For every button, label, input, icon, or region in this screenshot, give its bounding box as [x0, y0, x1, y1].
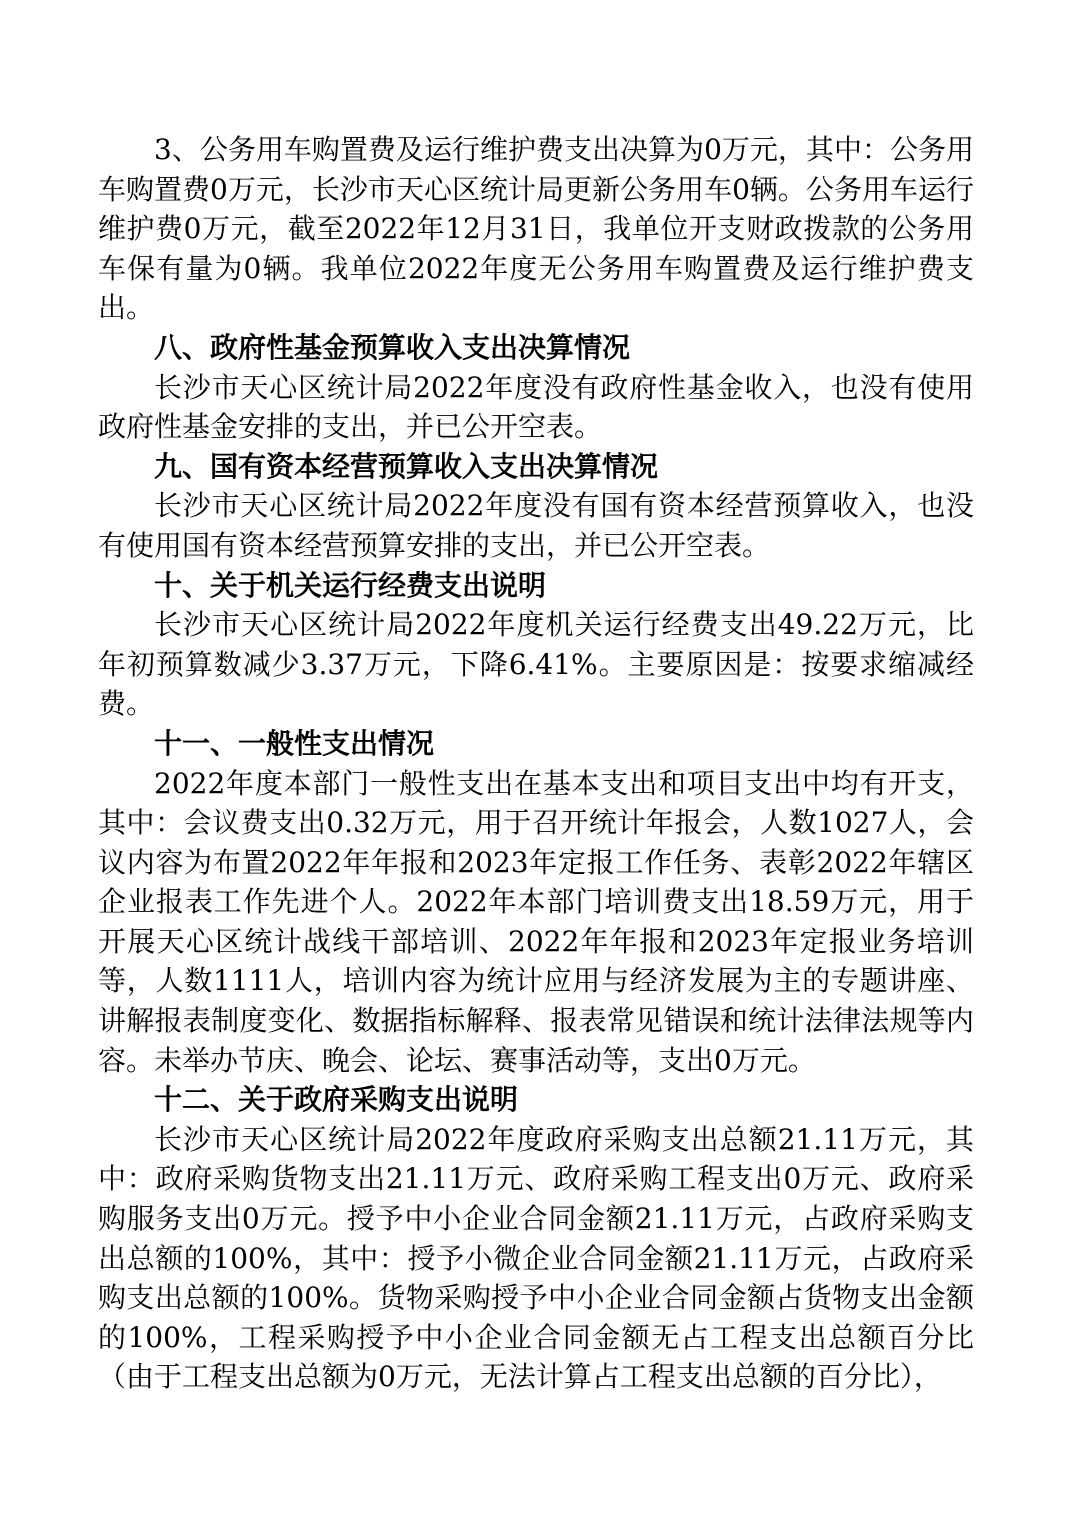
- section-heading-government-fund: 八、政府性基金预算收入支出决算情况: [154, 330, 631, 364]
- section-heading-operating-expenses: 十、关于机关运行经费支出说明: [154, 568, 547, 602]
- section-heading-general-expenses: 十一、一般性支出情况: [154, 726, 435, 760]
- paragraph-vehicle-expenses: 3、公务用车购置费及运行维护费支出决算为0万元，其中：公务用车购置费0万元，长沙市天心区统计局更新公务用车0辆。公务用车运行维护费0万元，截至2022年12月31日，我单位开支财政拨款的公务用车保有量为0辆。我单位2022年度无公务用车购置费及运行维护费支出。: [98, 133, 974, 325]
- paragraph-government-fund: 长沙市天心区统计局2022年度没有政府性基金收入，也没有使用政府性基金安排的支出，并已公开空表。: [98, 370, 974, 444]
- paragraph-operating-expenses: 长沙市天心区统计局2022年度机关运行经费支出49.22万元，比年初预算数减少3.37万元，下降6.41%。主要原因是：按要求缩减经费。: [98, 608, 974, 721]
- paragraph-general-expenses: 2022年度本部门一般性支出在基本支出和项目支出中均有开支，其中：会议费支出0.32万元，用于召开统计年报会，人数1027人，会议内容为布置2022年年报和2023年定报工作任务、表彰2022年辖区企业报表工作先进个人。2022年本部门培训费支出18.59万元，用于开展天心区统计战线干部培训、2022年年报和2023年定报业务培训等，人数1111人，培训内容为统计应用与经济发展为主的专题讲座、讲解报表制度变化、数据指标解释、报表常见错误和统计法律法规等内容。未举办节庆、晚会、论坛、赛事活动等，支出0万元。: [98, 766, 974, 1077]
- section-heading-state-capital: 九、国有资本经营预算收入支出决算情况: [154, 449, 659, 483]
- paragraph-state-capital: 长沙市天心区统计局2022年度没有国有资本经营预算收入，也没有使用国有资本经营预算安排的支出，并已公开空表。: [98, 489, 974, 562]
- paragraph-procurement: 长沙市天心区统计局2022年度政府采购支出总额21.11万元，其中：政府采购货物支出21.11万元、政府采购工程支出0万元、政府采购服务支出0万元。授予中小企业合同金额21.11万元，占政府采购支出总额的100%，其中：授予小微企业合同金额21.11万元，占政府采购支出总额的100%。货物采购授予中小企业合同金额占货物支出金额的100%，工程采购授予中小企业合同金额无占工程支出总额百分比（由于工程支出总额为0万元，无法计算占工程支出总额的百分比），: [98, 1122, 974, 1394]
- section-heading-procurement: 十二、关于政府采购支出说明: [154, 1083, 519, 1117]
- document-body: [98, 130, 974, 1397]
